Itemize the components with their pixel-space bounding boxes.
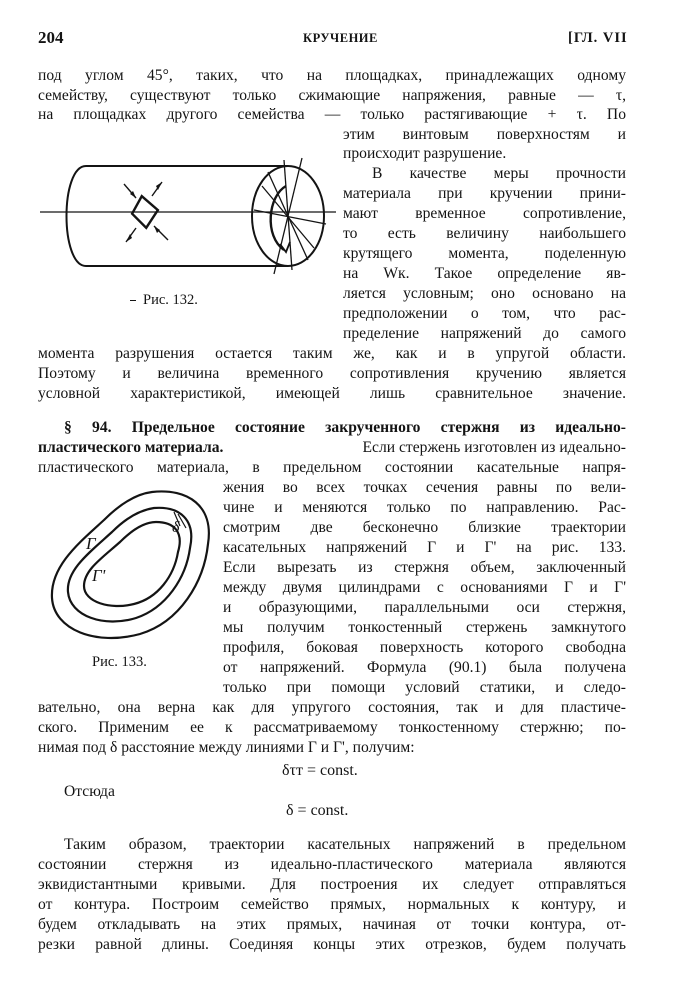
text-line: касательных напряжений Г и Г' на рис. 133. xyxy=(223,539,626,556)
text-line: от напряжений. Формула (90.1) была получена xyxy=(223,659,626,676)
text-line: Если вырезать из стержня объем, заключенный xyxy=(223,559,626,576)
text-line: В качестве меры прочности xyxy=(372,165,626,182)
text-line: смотрим две бесконечно близкие траектории xyxy=(223,519,626,536)
text-line: Поэтому и величина временного сопротивления кручению является xyxy=(38,365,626,382)
text-line: ского. Применим ее к рассматриваемому тонкостенному стержню; по- xyxy=(38,719,626,736)
page-number: 204 xyxy=(38,28,64,47)
text-line: и образующими, параллельными оси стержня, xyxy=(223,599,626,616)
text-line: Если стержень изготовлен из идеально- xyxy=(362,439,626,456)
text-line: на площадках другого семейства — только растягивающие + τ. По xyxy=(38,106,626,123)
text-line: происходит разрушение. xyxy=(343,145,507,162)
formula-delta-tau: δτт = const. xyxy=(282,762,358,779)
text-line: под углом 45°, таких, что на площадках, принадлежащих одному xyxy=(38,67,626,84)
figure-133 xyxy=(40,482,220,652)
text-line: мы получим тонкостенный стержень замкнутого xyxy=(223,619,626,636)
text-line: состоянии стержня из идеально-пластического материала являются xyxy=(38,856,626,873)
text-line: этим винтовым поверхностям и xyxy=(343,126,626,143)
gamma-label: Г xyxy=(86,534,96,553)
text-line: материала при кручении прини- xyxy=(343,185,626,202)
text-line: пластического материала, в предельном состоянии касательные напря- xyxy=(38,459,626,476)
section-94-heading-end: пластического материала. xyxy=(38,439,224,456)
figure-132 xyxy=(36,148,336,308)
text-line: эквидистантными кривыми. Для построения их следует отправляться xyxy=(38,876,626,893)
gamma-prime-label: Г' xyxy=(92,566,106,585)
text-line: резки равной длины. Соединяя концы этих отрезков, будем получать xyxy=(38,936,626,953)
text-line: от контура. Построим семейство прямых, нормальных к контуру, и xyxy=(38,896,626,913)
figure-133-caption: Рис. 133. xyxy=(92,654,147,670)
trajectory-gamma-prime xyxy=(84,522,180,606)
text-line: ляется условным; оно основано на xyxy=(343,285,626,302)
text-line: между двумя цилиндрами с основаниями Г и Г' xyxy=(223,579,626,596)
text-line: крутящего момента, поделенную xyxy=(343,245,626,262)
text-line: то есть величину наибольшего xyxy=(343,225,626,242)
text-line: профиля, боковая поверхность которого свободна xyxy=(223,639,626,656)
text-line: пределение напряжений до самого xyxy=(343,325,626,342)
text-line: только при помощи условий статики, и следо- xyxy=(223,679,626,696)
text-line: на Wк. Такое определение яв- xyxy=(343,265,626,282)
text-line: вательно, она верна как для упругого состояния, так и для пластиче- xyxy=(38,699,626,716)
section-94-heading-line2 xyxy=(38,438,626,458)
text-line: Таким образом, траектории касательных напряжений в предельном xyxy=(64,836,626,853)
text-line: мают временное сопротивление, xyxy=(343,205,626,222)
text-line: условной характеристикой, имеющей лишь сравнительное значение. xyxy=(38,385,626,402)
otsyuda-text: Отсюда xyxy=(64,783,115,800)
figure-132-caption: Рис. 132. xyxy=(143,292,198,308)
text-line: жения во всех точках сечения равны по вели- xyxy=(223,479,626,496)
text-line: чине и меняются только по направлению. Рас- xyxy=(223,499,626,516)
text-line: предположении о том, что рас- xyxy=(343,305,626,322)
running-title: КРУЧЕНИЕ xyxy=(303,31,378,45)
text-line: семейству, существуют только сжимающие напряжения, равные — τ, xyxy=(38,87,626,104)
formula-delta-const: δ = const. xyxy=(286,802,349,819)
text-line: момента разрушения остается таким же, как и в упругой области. xyxy=(38,345,626,362)
caption-dash xyxy=(130,300,136,301)
text-line: нимая под δ расстояние между линиями Г и Г', получим: xyxy=(38,739,415,756)
section-94-heading: § 94. Предельное состояние закрученного стержня из идеально- xyxy=(64,419,626,436)
delta-label: δ xyxy=(172,519,180,536)
text-line: будем откладывать на этих прямых, начиная от точки контура, от- xyxy=(38,916,626,933)
chapter-label: [ГЛ. VII xyxy=(568,30,628,46)
cylinder-left-end xyxy=(67,166,87,266)
